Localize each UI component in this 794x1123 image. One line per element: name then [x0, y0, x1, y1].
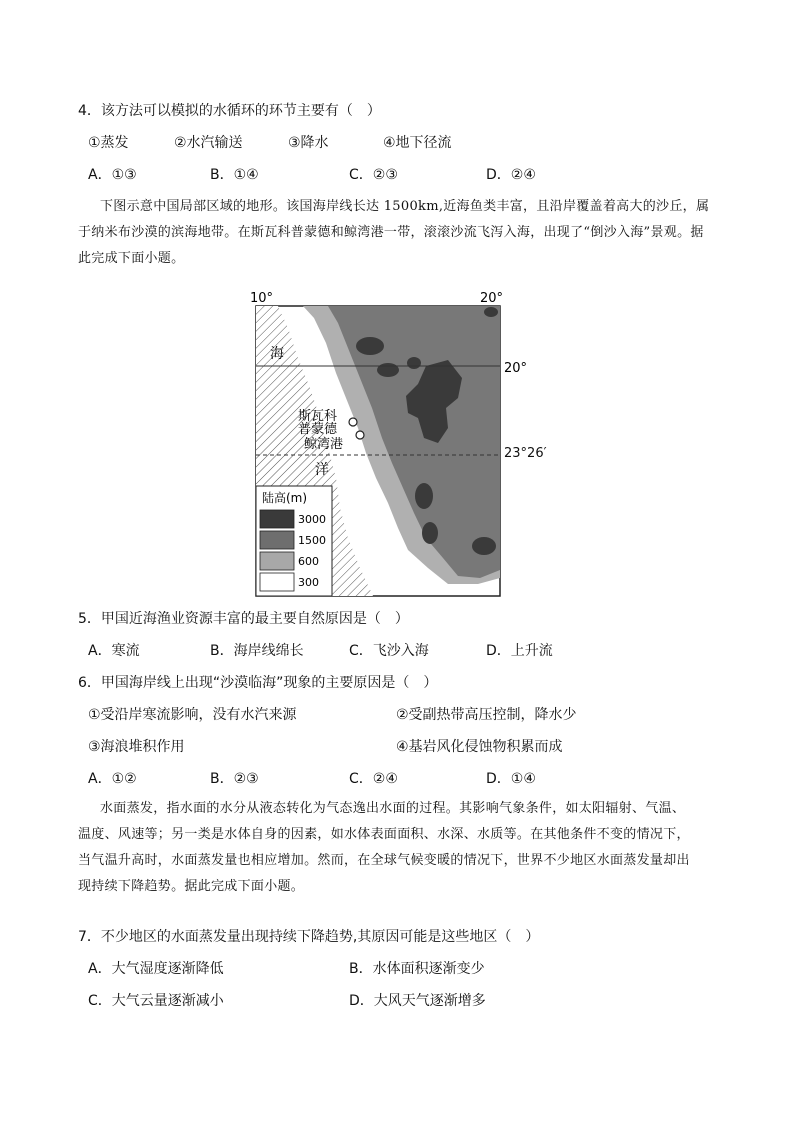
- q7-option-b: B．水体面积逐渐变少: [349, 961, 485, 977]
- q6-option-c: C．②④: [349, 771, 398, 787]
- q6-stem: 6．甲国海岸线上出现“沙漠临海”现象的主要原因是（ ）: [78, 675, 438, 691]
- city-label-3: 鲸湾港: [304, 437, 344, 452]
- elevation-3000-2: [377, 363, 399, 377]
- q7-option-a: A．大气湿度逐渐降低: [88, 961, 224, 977]
- q4-item-2: ②水汽输送: [174, 135, 243, 151]
- q6-item-2: ②受副热带高压控制，降水少: [396, 707, 577, 723]
- q6-option-a: A．①②: [88, 771, 137, 787]
- q4-option-a: A．①③: [88, 167, 137, 183]
- q5-option-a: A．寒流: [88, 643, 140, 659]
- passage-2-line-4: 现持续下降趋势。据此完成下面小题。: [78, 879, 305, 894]
- passage-1-line-1: 下图示意中国局部区域的地形。该国海岸线长达 1500km,近海鱼类丰富，且沿岸覆盖着高大的沙丘，属: [100, 199, 710, 214]
- legend-label-3000: 3000: [298, 513, 326, 526]
- passage-1: [78, 194, 728, 272]
- city-label-2: 普蒙德: [298, 422, 338, 437]
- elevation-3000-6: [422, 522, 438, 544]
- elevation-3000-8: [484, 307, 498, 317]
- q7-stem: 7．不少地区的水面蒸发量出现持续下降趋势,其原因可能是这些地区（ ）: [78, 929, 540, 945]
- q5-option-d: D．上升流: [486, 643, 553, 659]
- legend-swatch-1500: [260, 531, 294, 549]
- lon-right-label: 20°: [480, 291, 504, 306]
- elevation-3000-1: [356, 337, 384, 355]
- q4-stem: 4．该方法可以模拟的水循环的环节主要有（ ）: [78, 103, 381, 119]
- city-marker-swakopmund: [349, 418, 357, 426]
- q7-option-d: D．大风天气逐渐增多: [349, 993, 486, 1009]
- q5-option-b: B．海岸线绵长: [210, 643, 304, 659]
- q6-option-b: B．②③: [210, 771, 259, 787]
- q4-item-4: ④地下径流: [383, 135, 452, 151]
- passage-2: [78, 796, 728, 900]
- legend-label-1500: 1500: [298, 534, 326, 547]
- q4-option-d: D．②④: [486, 167, 536, 183]
- elevation-3000-7: [472, 537, 496, 555]
- ocean-label-1: 海: [270, 346, 284, 362]
- q6-item-4: ④基岩风化侵蚀物积累而成: [396, 739, 563, 755]
- passage-2-line-1: 水面蒸发，指水面的水分从液态转化为气态逸出水面的过程。其影响气象条件，如太阳辐射、气温、: [100, 801, 686, 816]
- q6-item-1: ①受沿岸寒流影响，没有水汽来源: [88, 707, 297, 723]
- lon-left-label: 10°: [250, 291, 274, 306]
- passage-2-line-2: 温度、风速等；另一类是水体自身的因素，如水体表面面积、水深、水质等。在其他条件不变的情况下，: [78, 827, 690, 842]
- city-marker-walvis-bay: [356, 431, 364, 439]
- passage-1-line-3: 此完成下面小题。: [78, 251, 185, 266]
- elevation-3000-5: [415, 483, 433, 509]
- lat-20-label: 20°: [504, 361, 528, 376]
- passage-2-line-3: 当气温升高时，水面蒸发量也相应增加。然而，在全球气候变暖的情况下，世界不少地区水面蒸发量却出: [78, 853, 690, 868]
- elevation-3000-3: [407, 357, 421, 369]
- legend-title: 陆高(m): [262, 491, 308, 505]
- q4-option-c: C．②③: [349, 167, 398, 183]
- q5-stem: 5．甲国近海渔业资源丰富的最主要自然原因是（ ）: [78, 611, 409, 627]
- q4-option-b: B．①④: [210, 167, 259, 183]
- legend-label-300: 300: [298, 576, 319, 589]
- q6-option-d: D．①④: [486, 771, 536, 787]
- q4-item-1: ①蒸发: [88, 135, 129, 151]
- q7-option-c: C．大气云量逐渐减小: [88, 993, 224, 1009]
- q6-item-3: ③海浪堆积作用: [88, 739, 185, 755]
- q4-item-3: ③降水: [288, 135, 329, 151]
- q5-option-c: C．飞沙入海: [349, 643, 429, 659]
- city-label-1: 斯瓦科: [298, 409, 338, 424]
- legend-label-600: 600: [298, 555, 319, 568]
- legend-swatch-300: [260, 573, 294, 591]
- lat-tropic-label: 23°26′: [504, 446, 547, 461]
- legend-swatch-3000: [260, 510, 294, 528]
- legend-swatch-600: [260, 552, 294, 570]
- passage-1-line-2: 于纳米布沙漠的滨海地带。在斯瓦科普蒙德和鲸湾港一带，滚滚沙流飞泻入海，出现了“倒沙入海”景观。据: [78, 225, 704, 240]
- ocean-label-2: 洋: [315, 462, 329, 478]
